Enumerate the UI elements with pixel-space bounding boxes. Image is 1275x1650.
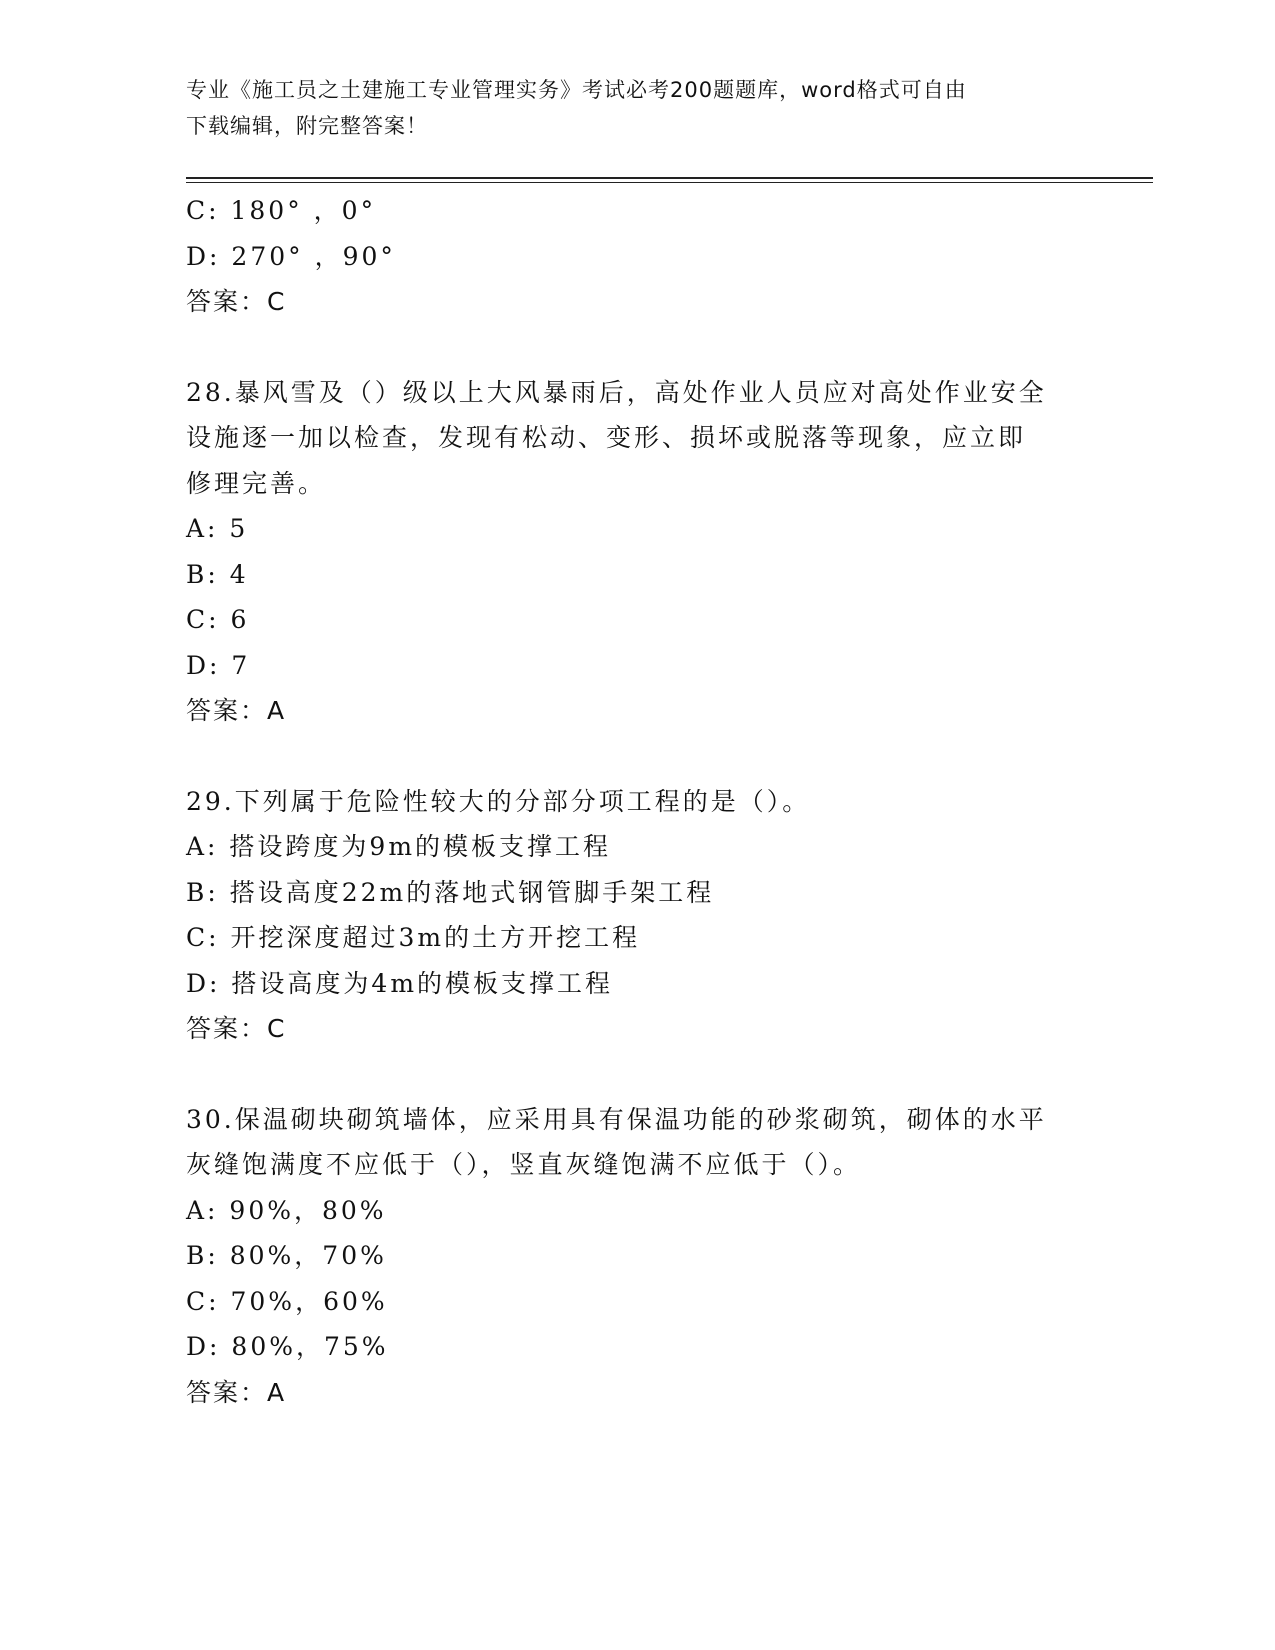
question-28 <box>186 370 1146 734</box>
question-text-line: 设施逐一加以检查，发现有松动、变形、损坏或脱落等现象，应立即 <box>186 423 1027 452</box>
spacer <box>186 734 1146 779</box>
question-text-line: 28.暴风雪及（）级以上大风暴雨后，高处作业人员应对高处作业安全 <box>186 377 1047 407</box>
answer-line: 答案：A <box>186 696 287 725</box>
answer-line: 答案：C <box>186 1014 287 1043</box>
answer-line: 答案：C <box>186 287 287 316</box>
question-text-line: 30.保温砌块砌筑墙体，应采用具有保温功能的砂浆砌筑，砌体的水平 <box>186 1104 1047 1134</box>
header-text-line-1: 专业《施工员之土建施工专业管理实务》考试必考200题题库，word格式可自由 <box>186 78 967 102</box>
document-body <box>186 188 1146 1415</box>
document-header <box>186 72 1086 144</box>
option-d: D: 80%，75% <box>186 1332 389 1361</box>
header-divider-thick <box>186 177 1153 179</box>
option-c: C: 70%，60% <box>186 1286 388 1316</box>
option-b: B: 4 <box>186 559 249 589</box>
question-29 <box>186 779 1146 1052</box>
option-c: C: 开挖深度超过3m的土方开挖工程 <box>186 923 641 952</box>
question-30 <box>186 1097 1146 1416</box>
option-a: A: 搭设跨度为9m的模板支撑工程 <box>186 832 612 861</box>
question-text-line: 29.下列属于危险性较大的分部分项工程的是（）。 <box>186 786 811 816</box>
question-text-line: 修理完善。 <box>186 468 327 498</box>
option-a: A: 5 <box>186 514 249 543</box>
question-text-line: 灰缝饱满度不应低于（），竖直灰缝饱满不应低于（）。 <box>186 1150 862 1179</box>
question-27-continued <box>186 188 1146 325</box>
header-divider-thin <box>186 182 1153 183</box>
option-d: D: 270° ，90° <box>186 241 396 271</box>
option-d: D: 7 <box>186 650 251 680</box>
spacer <box>186 325 1146 370</box>
option-d: D: 搭设高度为4m的模板支撑工程 <box>186 968 614 998</box>
option-b: B: 80%，70% <box>186 1241 387 1270</box>
option-c: C: 6 <box>186 605 250 634</box>
option-c: C: 180° ，0° <box>186 196 377 225</box>
answer-line: 答案：A <box>186 1377 287 1407</box>
header-text-line-2: 下载编辑，附完整答案！ <box>186 114 428 138</box>
option-a: A: 90%，80% <box>186 1195 387 1225</box>
option-b: B: 搭设高度22m的落地式钢管脚手架工程 <box>186 877 715 907</box>
spacer <box>186 1052 1146 1097</box>
